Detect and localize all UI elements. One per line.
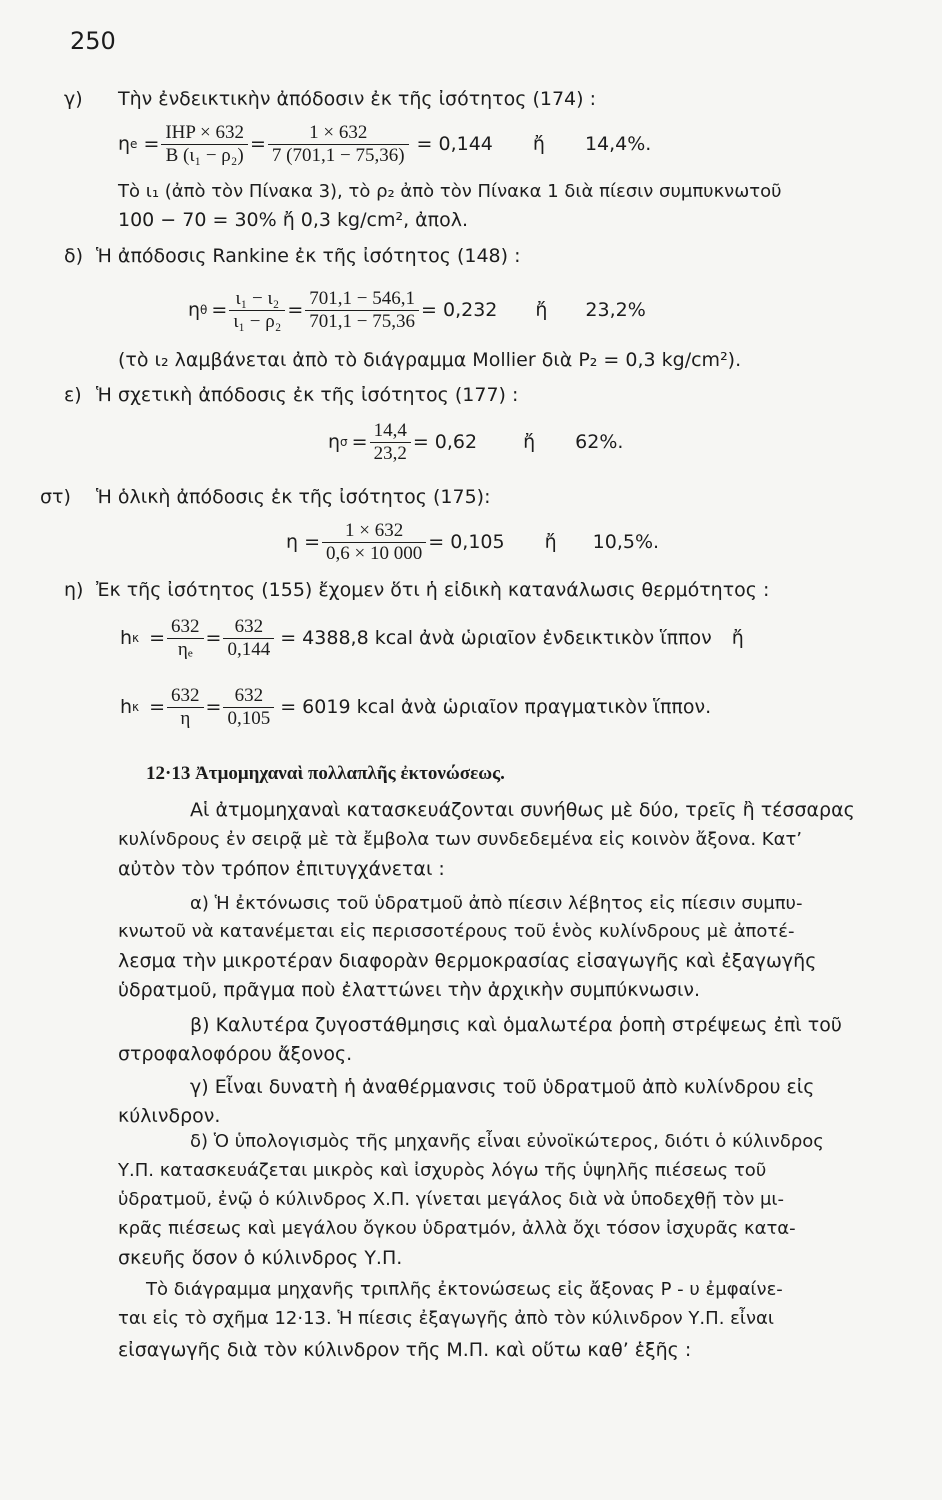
eq-lhs-symbol: η bbox=[118, 133, 131, 155]
paragraph-line: εἰσαγωγῆς διὰ τὸν κύλινδρον τῆς Μ.Π. καὶ οὕτω καθ’ ἑξῆς : bbox=[118, 1339, 692, 1361]
fraction-numerator: 1 × 632 bbox=[322, 520, 426, 543]
fraction bbox=[305, 288, 419, 333]
eq-lhs-symbol: h bbox=[120, 696, 133, 718]
fraction-denominator: 7 (701,1 − 75,36) bbox=[271, 144, 405, 166]
item-gamma-label: γ) bbox=[64, 88, 83, 110]
paragraph-line: αὐτὸν τὸν τρόπον ἐπιτυγχάνεται : bbox=[118, 858, 445, 880]
equation-relative-efficiency: η σ = $\frac{14,4}{23,2}$ = 0,62 ἤ 62%. bbox=[328, 419, 624, 464]
item-epsilon-label: ε) bbox=[64, 384, 82, 406]
eq-lhs-symbol: η = bbox=[286, 531, 321, 553]
fraction-numerator: IHP × 632 bbox=[161, 122, 248, 145]
fraction bbox=[161, 122, 248, 167]
equation-rankine-efficiency: η θ = $\frac{\text{ι₁ − ι₂}}{\text{ι₁ − ρ₂}}$ = $\frac{701,1 - 546,1}{701,1 - 75,36}$ = 0,232 ἤ 23,2% bbox=[188, 287, 646, 332]
eq-lhs-sub: κ bbox=[132, 700, 140, 714]
eq-or: ἤ bbox=[544, 531, 557, 553]
fraction-denominator: 23,2 bbox=[373, 442, 407, 464]
eq-lhs-symbol: h bbox=[120, 627, 133, 649]
eq-or: ἤ bbox=[532, 133, 545, 155]
fraction-numerator: 632 bbox=[167, 616, 204, 639]
item-delta-label: δ) bbox=[64, 245, 84, 267]
eq-or: ἤ bbox=[523, 431, 536, 453]
fraction bbox=[223, 616, 274, 661]
paragraph-line: ὑδρατμοῦ, ἐνῷ ὁ κύλινδρος Χ.Π. γίνεται μεγάλος διὰ νὰ ὑποδεχθῇ τὸν μι- bbox=[118, 1189, 785, 1210]
paragraph-line: δ) Ὁ ὑπολογισμὸς τῆς μηχανῆς εἶναι εὐνοϊκώτερος, διότι ὁ κύλινδρος bbox=[190, 1131, 824, 1152]
eq-or: ἤ bbox=[535, 299, 548, 321]
fraction-denominator: 0,6 × 10 000 bbox=[326, 542, 423, 564]
fraction-numerator: 632 bbox=[223, 685, 274, 708]
eq-lhs-symbol: η bbox=[188, 299, 201, 321]
section-heading: 12·13 Ἀτμομηχαναὶ πολλαπλῆς ἐκτονώσεως. bbox=[146, 763, 505, 784]
paragraph-line: β) Καλυτέρα ζυγοστάθμησις καὶ ὁμαλωτέρα ῥοπὴ στρέψεως ἐπὶ τοῦ bbox=[190, 1014, 842, 1036]
eq-percent: 62%. bbox=[575, 431, 624, 453]
paragraph-line: σκευῆς ὅσον ὁ κύλινδρος Υ.Π. bbox=[118, 1247, 403, 1269]
eq-result: = 0,105 bbox=[428, 531, 505, 553]
fraction-denominator: 0,144 bbox=[227, 638, 271, 660]
eq-lhs-sub: θ bbox=[200, 303, 208, 317]
eq-result: = 6019 kcal ἀνὰ ὡριαῖον πραγματικὸν ἵππον. bbox=[280, 696, 712, 718]
fraction-denominator: ι₁ − ρ₂ bbox=[233, 310, 282, 332]
fraction-denominator: B (ι₁ − ρ₂) bbox=[165, 144, 244, 166]
eq-result: = 4388,8 kcal ἀνὰ ὡριαῖον ἐνδεικτικὸν ἵππον bbox=[280, 627, 712, 649]
eq-result: = 0,62 bbox=[412, 431, 478, 453]
fraction-numerator: 1 × 632 bbox=[268, 122, 409, 145]
paragraph-line: Τὸ διάγραμμα μηχανῆς τριπλῆς ἐκτονώσεως εἰς ἄξονας P - υ ἐμφαίνε- bbox=[146, 1279, 783, 1300]
paragraph-line: α) Ἡ ἐκτόνωσις τοῦ ὑδρατμοῦ ἀπὸ πίεσιν λέβητος εἰς πίεσιν συμπυ- bbox=[190, 893, 803, 914]
eq-result: = 0,232 bbox=[421, 299, 498, 321]
fraction-numerator: 701,1 − 546,1 bbox=[305, 288, 419, 311]
eq-lhs-symbol: η bbox=[328, 431, 341, 453]
item-delta-intro: Ἡ ἀπόδοσις Rankine ἐκ τῆς ἰσότητος (148) : bbox=[96, 245, 521, 267]
paragraph-line: λεσμα τὴν μικροτέραν διαφορὰν θερμοκρασίας εἰσαγωγῆς καὶ ἐξαγωγῆς bbox=[118, 950, 817, 972]
paragraph-line: γ) Εἶναι δυνατὴ ἡ ἀναθέρμανσις τοῦ ὑδρατμοῦ ἀπὸ κυλίνδρου εἰς bbox=[190, 1076, 815, 1098]
gamma-note-line: Τὸ ι₁ (ἀπὸ τὸν Πίνακα 3), τὸ ρ₂ ἀπὸ τὸν Πίνακα 1 διὰ πίεσιν συμπυκνωτοῦ bbox=[118, 181, 782, 202]
paragraph-line: κύλινδρον. bbox=[118, 1105, 221, 1127]
item-eta-intro: Ἐκ τῆς ἰσότητος (155) ἔχομεν ὅτι ἡ εἰδικὴ κατανάλωσις θερμότητος : bbox=[96, 579, 770, 601]
eq-percent: 14,4%. bbox=[584, 133, 652, 155]
fraction-numerator: 632 bbox=[223, 616, 274, 639]
eq-lhs-sub: e bbox=[130, 137, 138, 151]
equation-heat-consumption-actual: h κ = $\frac{632}{\eta}$ = $\frac{632}{0,105}$ = 6019 kcal ἀνὰ ὡριαῖον πραγματικὸν ἵππον. bbox=[120, 684, 712, 729]
item-epsilon-intro: Ἡ σχετικὴ ἀπόδοσις ἐκ τῆς ἰσότητος (177) : bbox=[96, 384, 519, 406]
paragraph-line: κυλίνδρους ἐν σειρᾷ μὲ τὰ ἔμβολα των συνδεδεμένα εἰς κοινὸν ἄξονα. Κατ’ bbox=[118, 829, 803, 850]
equation-overall-efficiency bbox=[286, 515, 659, 569]
fraction bbox=[223, 685, 274, 730]
eq-percent: 10,5%. bbox=[592, 531, 660, 553]
eq-lhs-sub: κ bbox=[132, 631, 140, 645]
paragraph-line: Αἱ ἀτμομηχαναὶ κατασκευάζονται συνήθως μὲ δύο, τρεῖς ἢ τέσσαρας bbox=[190, 799, 855, 821]
fraction bbox=[229, 288, 285, 333]
fraction-denominator: 701,1 − 75,36 bbox=[309, 310, 416, 332]
paragraph-line: κρᾶς πιέσεως καὶ μεγάλου ὄγκου ὑδρατμόν, ἀλλὰ ὄχι τόσον ἰσχυρᾶς κατα- bbox=[118, 1218, 796, 1239]
eq-or: ἤ bbox=[731, 627, 744, 649]
paragraph-line: ται εἰς τὸ σχῆμα 12·13. Ἡ πίεσις ἐξαγωγῆς ἀπὸ τὸν κύλινδρον Υ.Π. εἶναι bbox=[118, 1308, 774, 1329]
paragraph-line: Υ.Π. κατασκευάζεται μικρὸς καὶ ἰσχυρὸς λόγω τῆς ὑψηλῆς πιέσεως τοῦ bbox=[118, 1160, 767, 1181]
paragraph-line: ὑδρατμοῦ, πρᾶγμα ποὺ ἐλαττώνει τὴν ἀρχικὴν συμπύκνωσιν. bbox=[118, 979, 701, 1001]
fraction bbox=[167, 685, 204, 730]
item-st-intro: Ἡ ὁλικὴ ἀπόδοσις ἐκ τῆς ἰσότητος (175): bbox=[96, 486, 491, 508]
item-gamma-intro: Τὴν ἐνδεικτικὴν ἀπόδοσιν ἐκ τῆς ἰσότητος (174) : bbox=[118, 88, 596, 110]
fraction-denominator: η bbox=[180, 707, 191, 729]
fraction-numerator: 632 bbox=[167, 685, 204, 708]
eq-result: = 0,144 bbox=[416, 133, 493, 155]
delta-note: (τὸ ι₂ λαμβάνεται ἀπὸ τὸ διάγραμμα Mollier διὰ P₂ = 0,3 kg/cm²). bbox=[118, 349, 742, 371]
paragraph-line: κνωτοῦ νὰ κατανέμεται εἰς περισσοτέρους τοῦ ἑνὸς κυλίνδρους μὲ ἀποτέ- bbox=[118, 921, 795, 942]
paragraph-line: στροφαλοφόρου ἄξονος. bbox=[118, 1043, 353, 1065]
fraction-denominator: ηₑ bbox=[177, 638, 193, 660]
equation-indicated-efficiency: η e = $\frac{\text{IHP × 632}}{\text{B (ι₁ − ρ₂)}}$ = $\frac{1 \times 632}{7 (701,1 - 75,36)}$ = 0,144 ἤ 14,4%. bbox=[118, 121, 652, 166]
fraction bbox=[370, 420, 411, 465]
equation-heat-consumption-indicated: h κ = $\frac{632}{\text{ηₑ}}$ = $\frac{632}{0,144}$ = 4388,8 kcal ἀνὰ ὡριαῖον ἐνδεικτικὸν ἵππον ἤ bbox=[120, 615, 744, 660]
fraction-numerator: ι₁ − ι₂ bbox=[229, 288, 285, 311]
fraction bbox=[167, 616, 204, 661]
page-number: 250 bbox=[70, 27, 116, 55]
gamma-note-line: 100 − 70 = 30% ἤ 0,3 kg/cm², ἀπολ. bbox=[118, 209, 469, 231]
fraction bbox=[322, 520, 426, 565]
fraction-numerator: 14,4 bbox=[370, 420, 411, 443]
fraction bbox=[268, 122, 409, 167]
item-st-label: στ) bbox=[40, 486, 71, 508]
item-eta-label: η) bbox=[64, 579, 84, 601]
fraction-denominator: 0,105 bbox=[227, 707, 271, 729]
eq-lhs-sub: σ bbox=[340, 435, 348, 449]
eq-percent: 23,2% bbox=[585, 299, 646, 321]
